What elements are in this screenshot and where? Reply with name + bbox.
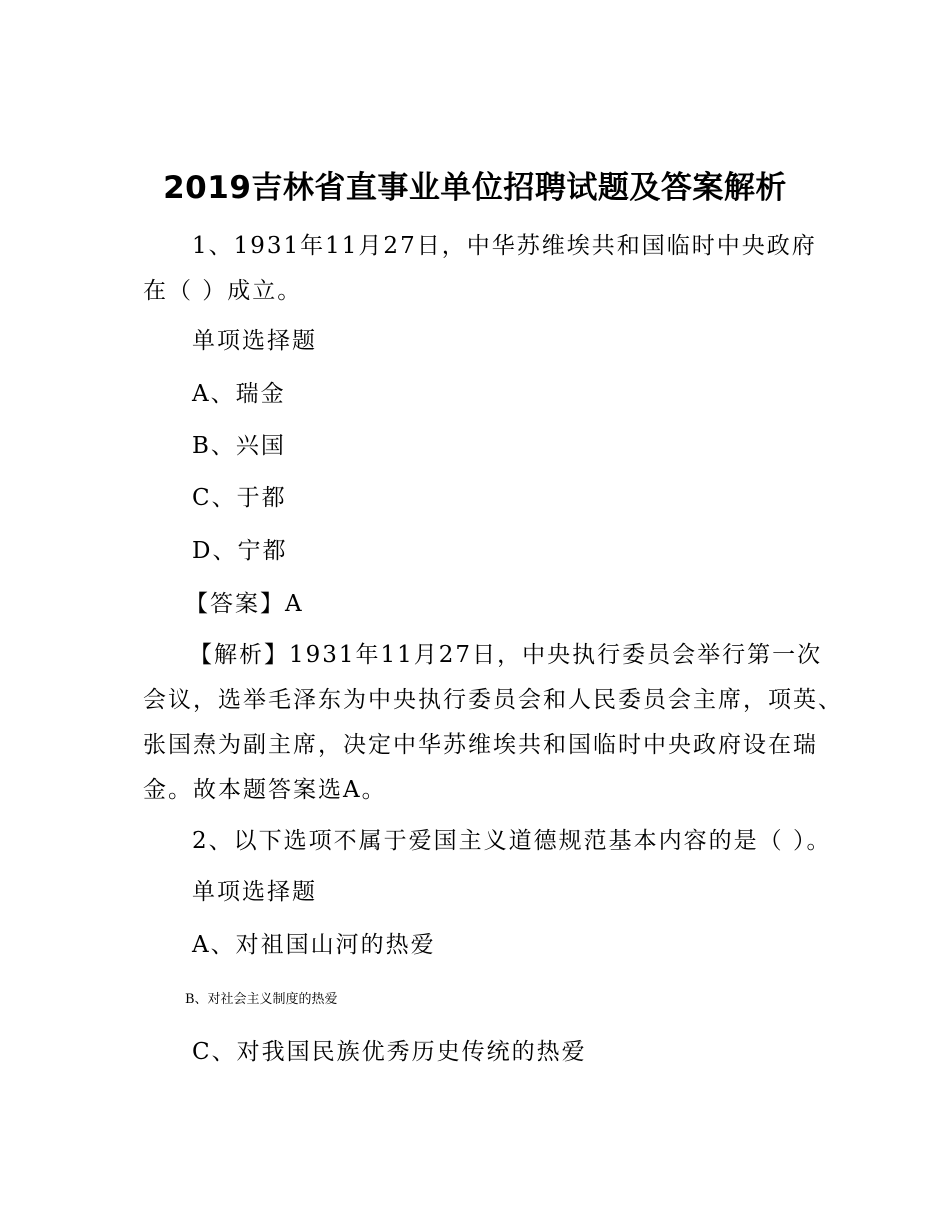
question-1-option-c: C、于都 [192,485,287,511]
question-1-stem-line-1: 1、1931年11月27日，中华苏维埃共和国临时中央政府 [192,233,817,259]
question-2-option-b: B、对社会主义制度的热爱 [185,992,338,1007]
question-1-option-d: D、宁都 [192,538,288,564]
page-title: 2019吉林省直事业单位招聘试题及答案解析 [163,170,787,206]
question-1-option-b: B、兴国 [192,433,286,459]
question-2-stem: 2、以下选项不属于爱国主义道德规范基本内容的是（ ）。 [192,828,832,854]
question-1-analysis: 【解析】1931年11月27日，中央执行委员会举行第一次会议，选举毛泽东为中央执行委员会和人民委员会主席，项英、张国焘为副主席，决定中华苏维埃共和国临时中央政府设在瑞金。故本题答案选A。 [143,642,843,803]
question-2-option-a: A、对祖国山河的热爱 [192,932,436,958]
question-1-option-a: A、瑞金 [192,381,286,407]
question-1-answer: 【答案】A [185,591,304,617]
question-2-option-c: C、对我国民族优秀历史传统的热爱 [192,1039,587,1065]
question-2-type: 单项选择题 [192,879,317,905]
question-1-type: 单项选择题 [192,328,317,354]
question-1-stem-line-2: 在（ ）成立。 [143,278,303,304]
